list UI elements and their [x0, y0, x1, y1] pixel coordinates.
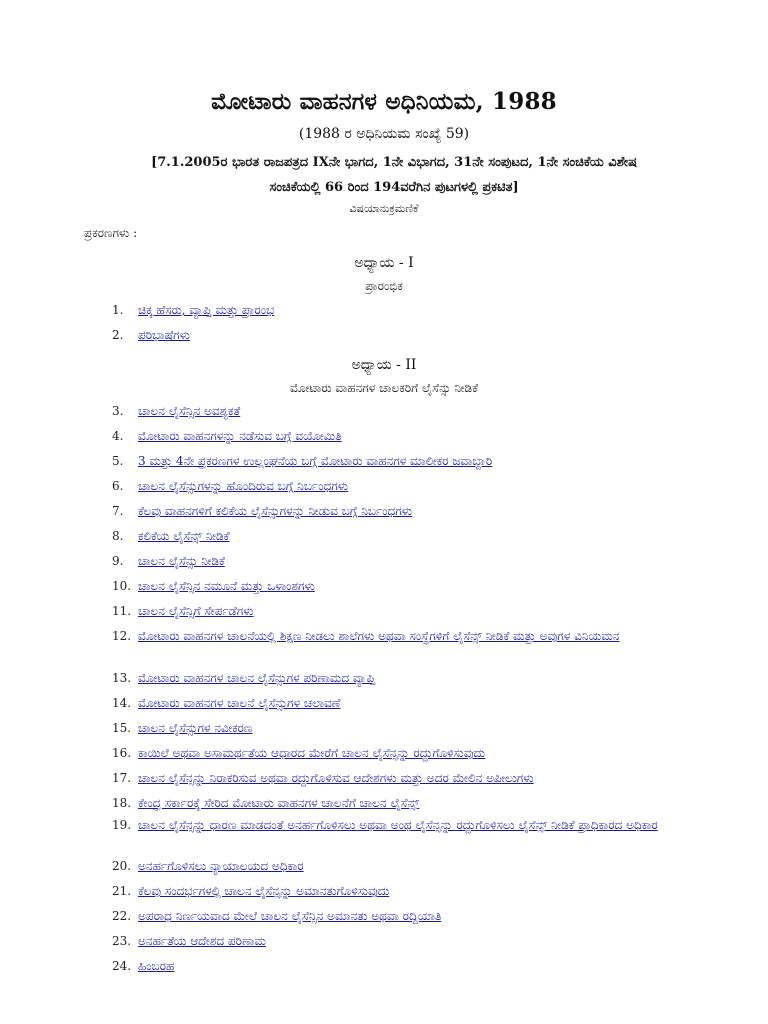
- toc-item: [112, 883, 688, 900]
- toc-item: [112, 503, 688, 520]
- section-link[interactable]: ಅಪರಾಧ ನಿರ್ಣಯವಾದ ಮೇಲೆ ಚಾಲನ ಲೈಸೆನ್ಸಿನ ಅಮಾನತು ಅಥವಾ ರದ್ದಿಯಾತಿ: [138, 909, 442, 923]
- toc-item: [112, 553, 688, 570]
- section-number: 13.: [112, 671, 132, 685]
- section-number: 10.: [112, 579, 132, 593]
- toc-heading: ವಿಷಯಾನುಕ್ರಮಣಿಕೆ: [349, 202, 419, 215]
- chapter-heading: [0, 354, 768, 396]
- section-link[interactable]: ಕಲಿಕೆಯ ಲೈಸೆನ್ಸ್ ನೀಡಿಕೆ: [138, 529, 230, 543]
- chapter-name: ಪ್ರಾರಂಭಿಕ: [365, 279, 403, 293]
- section-number: 1.: [112, 303, 124, 317]
- toc-item: [112, 908, 688, 925]
- section-link[interactable]: ಚಾಲನ ಲೈಸೆನ್ಸಿಗೆ ಸೇರ್ಪಡೆಗಳು: [138, 604, 254, 618]
- toc-item: [112, 670, 688, 687]
- section-number: 9.: [112, 554, 124, 568]
- section-link[interactable]: ಕೆಲವು ವಾಹನಗಳಿಗೆ ಕಲಿಕೆಯ ಲೈಸೆನ್ಸುಗಳನ್ನು ನೀಡುವ ಬಗ್ಗೆ ನಿರ್ಬಂಧಗಳು: [138, 504, 413, 518]
- section-number: 7.: [112, 504, 124, 518]
- section-number: 24.: [112, 959, 132, 973]
- toc-item: [112, 453, 688, 470]
- section-link[interactable]: ಚಾಲನ ಲೈಸೆನ್ಸು ನೀಡಿಕೆ: [138, 554, 225, 568]
- section-number: 22.: [112, 909, 132, 923]
- section-link[interactable]: ಚಿಕ್ಕ ಹೆಸರು, ವ್ಯಾಪ್ತಿ ಮತ್ತು ಪ್ರಾರಂಭ: [138, 303, 275, 317]
- toc-item: [112, 403, 688, 420]
- section-link[interactable]: ಪರಿಭಾಷೆಗಳು: [138, 328, 190, 342]
- section-number: 12.: [112, 629, 132, 643]
- sections-label: ಪ್ರಕರಣಗಳು :: [84, 226, 138, 240]
- toc-item: [112, 327, 688, 344]
- toc-item: [112, 795, 688, 812]
- section-link[interactable]: ಕೆಲವು ಸಂದರ್ಭಗಳಲ್ಲಿ ಚಾಲನ ಲೈಸೆನ್ಸನ್ನು ಅಮಾನತುಗೊಳಿಸುವುದು: [138, 884, 390, 898]
- toc-item: [112, 695, 688, 712]
- section-link[interactable]: 3 ಮತ್ತು 4ನೇ ಪ್ರಕರಣಗಳ ಉಲ್ಲಂಘನೆಯ ಬಗ್ಗೆ ಮೋಟಾರು ವಾಹನಗಳ ಮಾಲೀಕರ ಜವಾಬ್ದಾರಿ: [138, 454, 493, 468]
- section-link[interactable]: ಮೋಟಾರು ವಾಹನಗಳನ್ನು ನಡೆಸುವ ಬಗ್ಗೆ ವಯೋಮಿತಿ: [138, 429, 342, 443]
- section-number: 8.: [112, 529, 124, 543]
- section-link[interactable]: ಮೋಟಾರು ವಾಹನಗಳ ಚಾಲನೆಯಲ್ಲಿ ಶಿಕ್ಷಣ ನೀಡಲು ಶಾಲೆಗಳು ಅಥವಾ ಸಂಸ್ಥೆಗಳಿಗೆ ಲೈಸೆನ್ಸ್ ನೀಡಿಕೆ ಮತ್ತು ಅವುಗಳ ವಿನಿಯಮನ: [138, 629, 620, 643]
- toc-item: [112, 770, 688, 787]
- section-number: 16.: [112, 746, 132, 760]
- section-link[interactable]: ಮೋಟಾರು ವಾಹನಗಳ ಚಾಲನ ಲೈಸೆನ್ಸುಗಳ ಪರಿಣಾಮದ ವ್ಯಾಪ್ತಿ: [138, 671, 376, 685]
- toc-item: [112, 958, 688, 975]
- section-number: 14.: [112, 696, 132, 710]
- section-number: 20.: [112, 859, 132, 873]
- section-link[interactable]: ಮೋಟಾರು ವಾಹನಗಳ ಚಾಲನೆ ಲೈಸೆನ್ಸುಗಳ ಚಲಾವಣೆ: [138, 696, 341, 710]
- gazette-note-line-1: [7.1.2005ರ ಭಾರತ ರಾಜಪತ್ರದ IXನೇ ಭಾಗದ, 1ನೇ ವಿಭಾಗದ, 31ನೇ ಸಂಪುಟದ, 1ನೇ ಸಂಚಿಕೆಯ ವಿಶೇಷ: [151, 155, 637, 170]
- section-number: 6.: [112, 479, 124, 493]
- section-link[interactable]: ಚಾಲನ ಲೈಸೆನ್ಸುಗಳನ್ನು ಹೊಂದಿರುವ ಬಗ್ಗೆ ನಿರ್ಬಂಧಗಳು: [138, 479, 349, 493]
- section-link[interactable]: ಅನರ್ಹಗೊಳಿಸಲು ನ್ಯಾಯಾಲಯದ ಅಧಿಕಾರ: [138, 859, 304, 873]
- section-number: 5.: [112, 454, 124, 468]
- section-link[interactable]: ಹಿಂಬರಹ: [138, 959, 175, 973]
- toc-item: [112, 603, 688, 620]
- gazette-note: [100, 150, 688, 200]
- section-number: 23.: [112, 934, 132, 948]
- section-number: 19.: [112, 818, 132, 832]
- toc-item: [112, 745, 688, 762]
- toc-item: [112, 628, 688, 645]
- chapter-name: ಮೋಟಾರು ವಾಹನಗಳ ಚಾಲಕರಿಗೆ ಲೈಸೆನ್ಸು ನೀಡಿಕೆ: [290, 381, 478, 395]
- section-link[interactable]: ಚಾಲನ ಲೈಸೆನ್ಸನ್ನು ಧಾರಣ ಮಾಡದಂತೆ ಅನರ್ಹಗೊಳಿಸಲು ಅಥವಾ ಅಂಥ ಲೈಸೆನ್ಸನ್ನು ರದ್ದುಗೊಳಿಸಲು ಲೈಸೆನ್ಸ್ ನೀಡಿಕೆ ಪ್ರಾಧಿಕಾರದ ಅಧಿಕಾರ: [138, 818, 658, 832]
- section-link[interactable]: ಚಾಲನ ಲೈಸೆನ್ಸಿನ ಅವಶ್ಯಕತೆ: [138, 404, 241, 418]
- chapter-number: ಅಧ್ಯಾಯ - II: [351, 357, 417, 373]
- act-number: (1988 ರ ಅಧಿನಿಯಮ ಸಂಖ್ಯೆ 59): [298, 126, 470, 142]
- section-link[interactable]: ಕೇಂದ್ರ ಸರ್ಕಾರಕ್ಕೆ ಸೇರಿದ ಮೋಟಾರು ವಾಹನಗಳ ಚಾಲನೆಗೆ ಚಾಲನ ಲೈಸೆನ್ಸ್: [138, 796, 420, 810]
- chapter-heading: [0, 252, 768, 294]
- section-number: 21.: [112, 884, 132, 898]
- section-number: 11.: [112, 604, 132, 618]
- section-link[interactable]: ಕಾಯಿಲೆ ಅಥವಾ ಅಸಾಮರ್ಥತೆಯ ಆಧಾರದ ಮೇರೆಗೆ ಚಾಲನ ಲೈಸೆನ್ಸನ್ನು ರದ್ದುಗೊಳಿಸುವುದು: [138, 746, 486, 760]
- document-title: ಮೋಟಾರು ವಾಹನಗಳ ಅಧಿನಿಯಮ, 1988: [211, 88, 557, 115]
- section-link[interactable]: ಅನರ್ಹತೆಯ ಆದೇಶದ ಪರಿಣಾಮ: [138, 934, 266, 948]
- section-number: 3.: [112, 404, 124, 418]
- section-number: 4.: [112, 429, 124, 443]
- section-number: 18.: [112, 796, 132, 810]
- toc-item: [112, 528, 688, 545]
- toc-item: [112, 428, 688, 445]
- toc-item: [112, 817, 688, 834]
- chapter-number: ಅಧ್ಯಾಯ - I: [354, 255, 414, 271]
- toc-item: [112, 858, 688, 875]
- toc-item: [112, 578, 688, 595]
- section-link[interactable]: ಚಾಲನ ಲೈಸೆನ್ಸನ್ನು ನಿರಾಕರಿಸುವ ಅಥವಾ ರದ್ದುಗೊಳಿಸುವ ಆದೇಶಗಳು ಮತ್ತು ಅದರ ಮೇಲಿನ ಅಪೀಲುಗಳು: [138, 771, 534, 785]
- gazette-note-line-2: ಸಂಚಿಕೆಯಲ್ಲಿ 66 ರಿಂದ 194ವರೆಗಿನ ಪುಟಗಳಲ್ಲಿ ಪ್ರಕಟಿತ]: [269, 180, 519, 195]
- section-link[interactable]: ಚಾಲನ ಲೈಸೆನ್ಸಿನ ನಮೂನೆ ಮತ್ತು ಒಳಾಂಶಗಳು: [138, 579, 315, 593]
- section-number: 15.: [112, 721, 132, 735]
- toc-item: [112, 720, 688, 737]
- section-number: 17.: [112, 771, 132, 785]
- toc-item: [112, 302, 688, 319]
- section-number: 2.: [112, 328, 124, 342]
- toc-item: [112, 933, 688, 950]
- section-link[interactable]: ಚಾಲನ ಲೈಸೆನ್ಸುಗಳ ನವೀಕರಣ: [138, 721, 253, 735]
- toc-item: [112, 478, 688, 495]
